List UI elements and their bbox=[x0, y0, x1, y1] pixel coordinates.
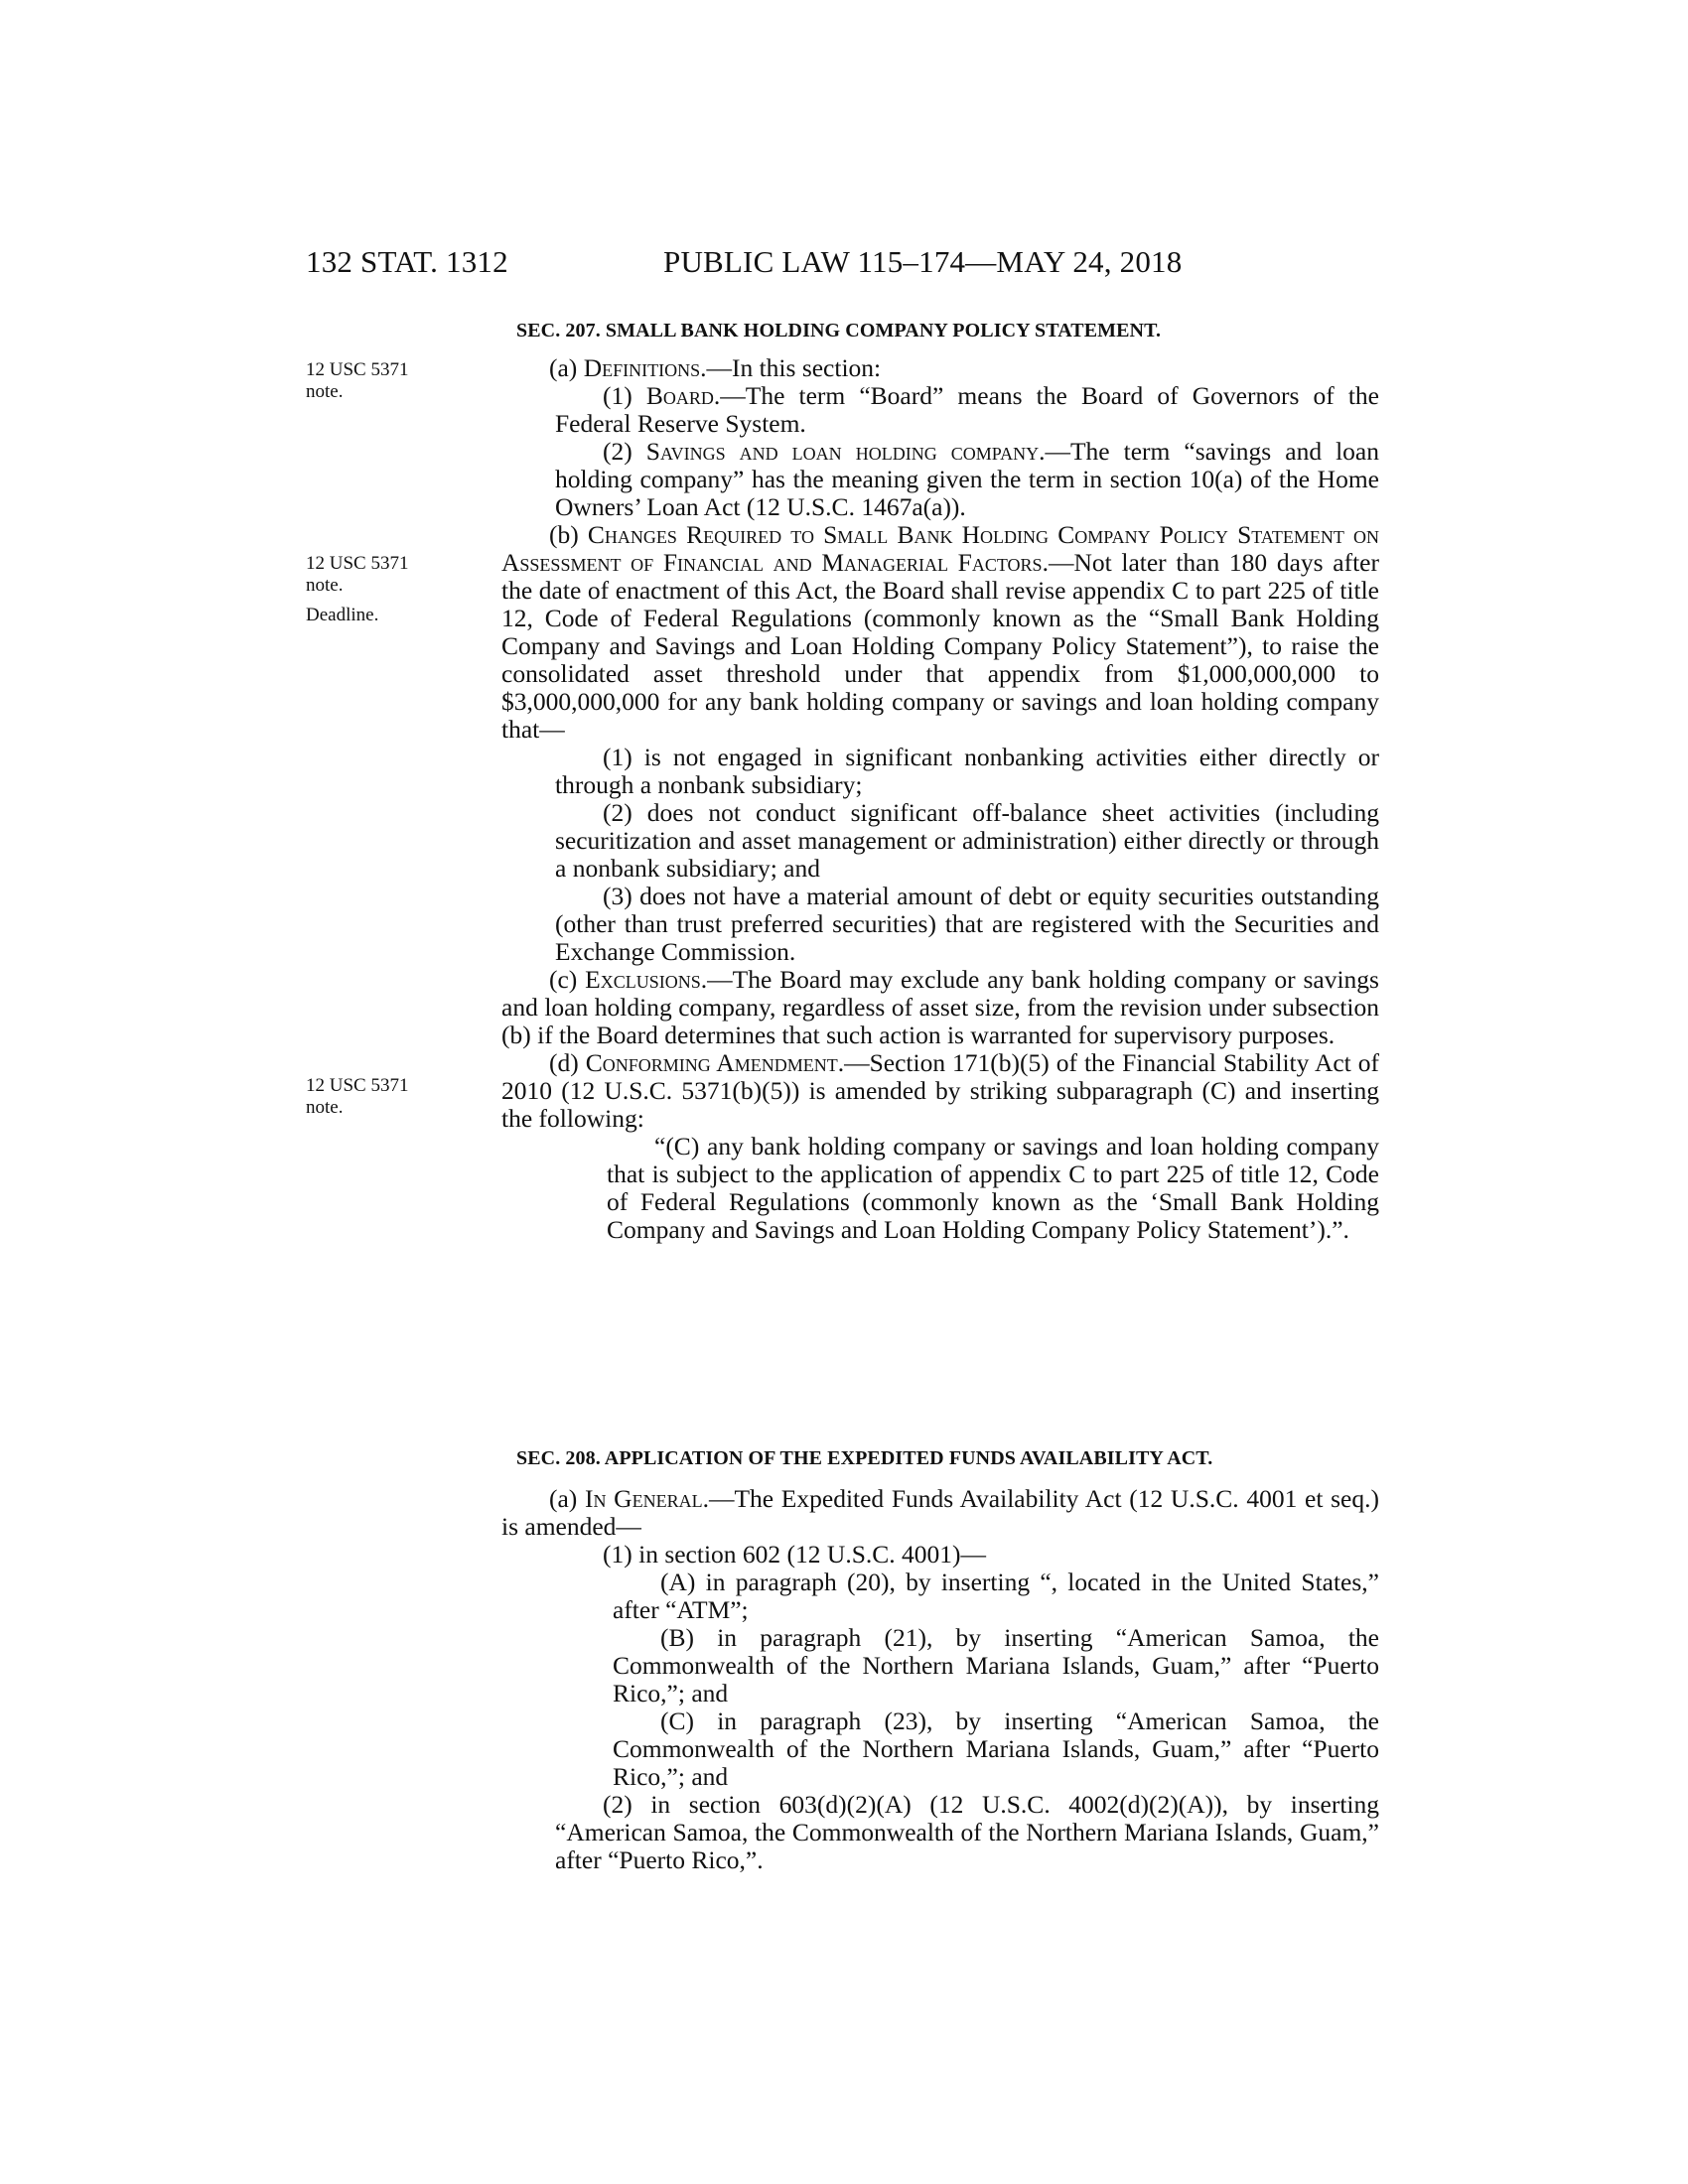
page-law-title: PUBLIC LAW 115–174—MAY 24, 2018 bbox=[663, 244, 1183, 279]
section-208-heading: SEC. 208. APPLICATION OF THE EXPEDITED FUNDS AVAILABILITY ACT. bbox=[516, 1447, 1213, 1469]
section-207-heading: SEC. 207. SMALL BANK HOLDING COMPANY POLICY STATEMENT. bbox=[516, 320, 1162, 341]
margin-note-suffix: note. bbox=[306, 381, 344, 402]
margin-note-citation: 12 USC 5371 bbox=[306, 1075, 409, 1096]
paragraph-a1: (1) Board.—The term “Board” means the Board of Governors of the Federal Reserve System. bbox=[555, 381, 1379, 438]
paragraph-b3: (3) does not have a material amount of debt or equity securities outstanding (other than trust preferred securities) that are registered with the Securities and Exchange Commission. bbox=[555, 882, 1379, 966]
paragraph-a1: (1) in section 602 (12 U.S.C. 4001)— bbox=[603, 1540, 987, 1569]
section-208-body bbox=[501, 1485, 1379, 1874]
page-stat-number: 132 STAT. 1312 bbox=[306, 244, 508, 279]
subparagraph-a1C: (C) in paragraph (23), by inserting “American Samoa, the Commonwealth of the Northern Mariana Islands, Guam,” after “Puerto Rico,”; and bbox=[613, 1706, 1379, 1791]
subsection-c: (c) Exclusions.—The Board may exclude any bank holding company or savings and loan holding company, regardless of asset size, from the revision under subsection (b) if the Board determines that such action is warranted for supervisory purposes. bbox=[501, 965, 1379, 1049]
subsection-b: (b) Changes Required to Small Bank Holding Company Policy Statement on Assessment of Financial and Managerial Factors.—Not later than 180 days after the date of enactment of this Act, the Board shall revise appendix C to part 225 of title 12, Code of Federal Regulations (commonly known as the “Small Bank Holding Company and Savings and Loan Holding Company Policy Statement”), to raise the consolidated asset threshold under that appendix from $1,000,000,000 to $3,000,000,000 for any bank holding company or savings and loan holding company that— bbox=[501, 520, 1380, 744]
paragraph-b2: (2) does not conduct significant off-balance sheet activities (including securitization and asset management or administration) either directly or through a nonbank subsidiary; and bbox=[555, 798, 1379, 883]
paragraph-a2: (2) Savings and loan holding company.—The term “savings and loan holding company” has the meaning given the term in section 10(a) of the Home Owners’ Loan Act (12 U.S.C. 1467a(a)). bbox=[555, 437, 1379, 521]
paragraph-b1: (1) is not engaged in significant nonbanking activities either directly or through a nonbank subsidiary; bbox=[555, 743, 1379, 799]
margin-note-deadline: Deadline. bbox=[306, 605, 379, 625]
margin-note-suffix: note. bbox=[306, 1097, 344, 1118]
subsection-d: (d) Conforming Amendment.—Section 171(b)(5) of the Financial Stability Act of 2010 (12 U.S.C. 5371(b)(5)) is amended by striking subparagraph (C) and inserting the following: bbox=[501, 1048, 1379, 1133]
margin-note-citation: 12 USC 5371 bbox=[306, 359, 409, 380]
margin-note-citation: 12 USC 5371 bbox=[306, 553, 409, 574]
section-207-body bbox=[501, 354, 1379, 1244]
quoted-subparagraph-c: “(C) any bank holding company or savings and loan holding company that is subject to the application of appendix C to part 225 of title 12, Code of Federal Regulations (commonly known as the ‘Small Bank Holding Company and Savings and Loan Holding Company Policy Statement’).”. bbox=[607, 1132, 1379, 1244]
subsection-a: (a) In General.—The Expedited Funds Availability Act (12 U.S.C. 4001 et seq.) is amended— bbox=[501, 1484, 1379, 1541]
subsection-a: (a) Definitions.—In this section: bbox=[549, 353, 882, 382]
margin-note-3 bbox=[306, 1075, 455, 1119]
subparagraph-a1A: (A) in paragraph (20), by inserting “, located in the United States,” after “ATM”; bbox=[613, 1568, 1379, 1624]
margin-note-1 bbox=[306, 359, 455, 403]
margin-note-2 bbox=[306, 553, 455, 626]
subparagraph-a1B: (B) in paragraph (21), by inserting “American Samoa, the Commonwealth of the Northern Mariana Islands, Guam,” after “Puerto Rico,”; and bbox=[613, 1623, 1379, 1707]
margin-note-suffix: note. bbox=[306, 575, 344, 596]
paragraph-a2: (2) in section 603(d)(2)(A) (12 U.S.C. 4002(d)(2)(A)), by inserting “American Samoa, the Commonwealth of the Northern Mariana Islands, Guam,” after “Puerto Rico,”. bbox=[555, 1790, 1379, 1874]
